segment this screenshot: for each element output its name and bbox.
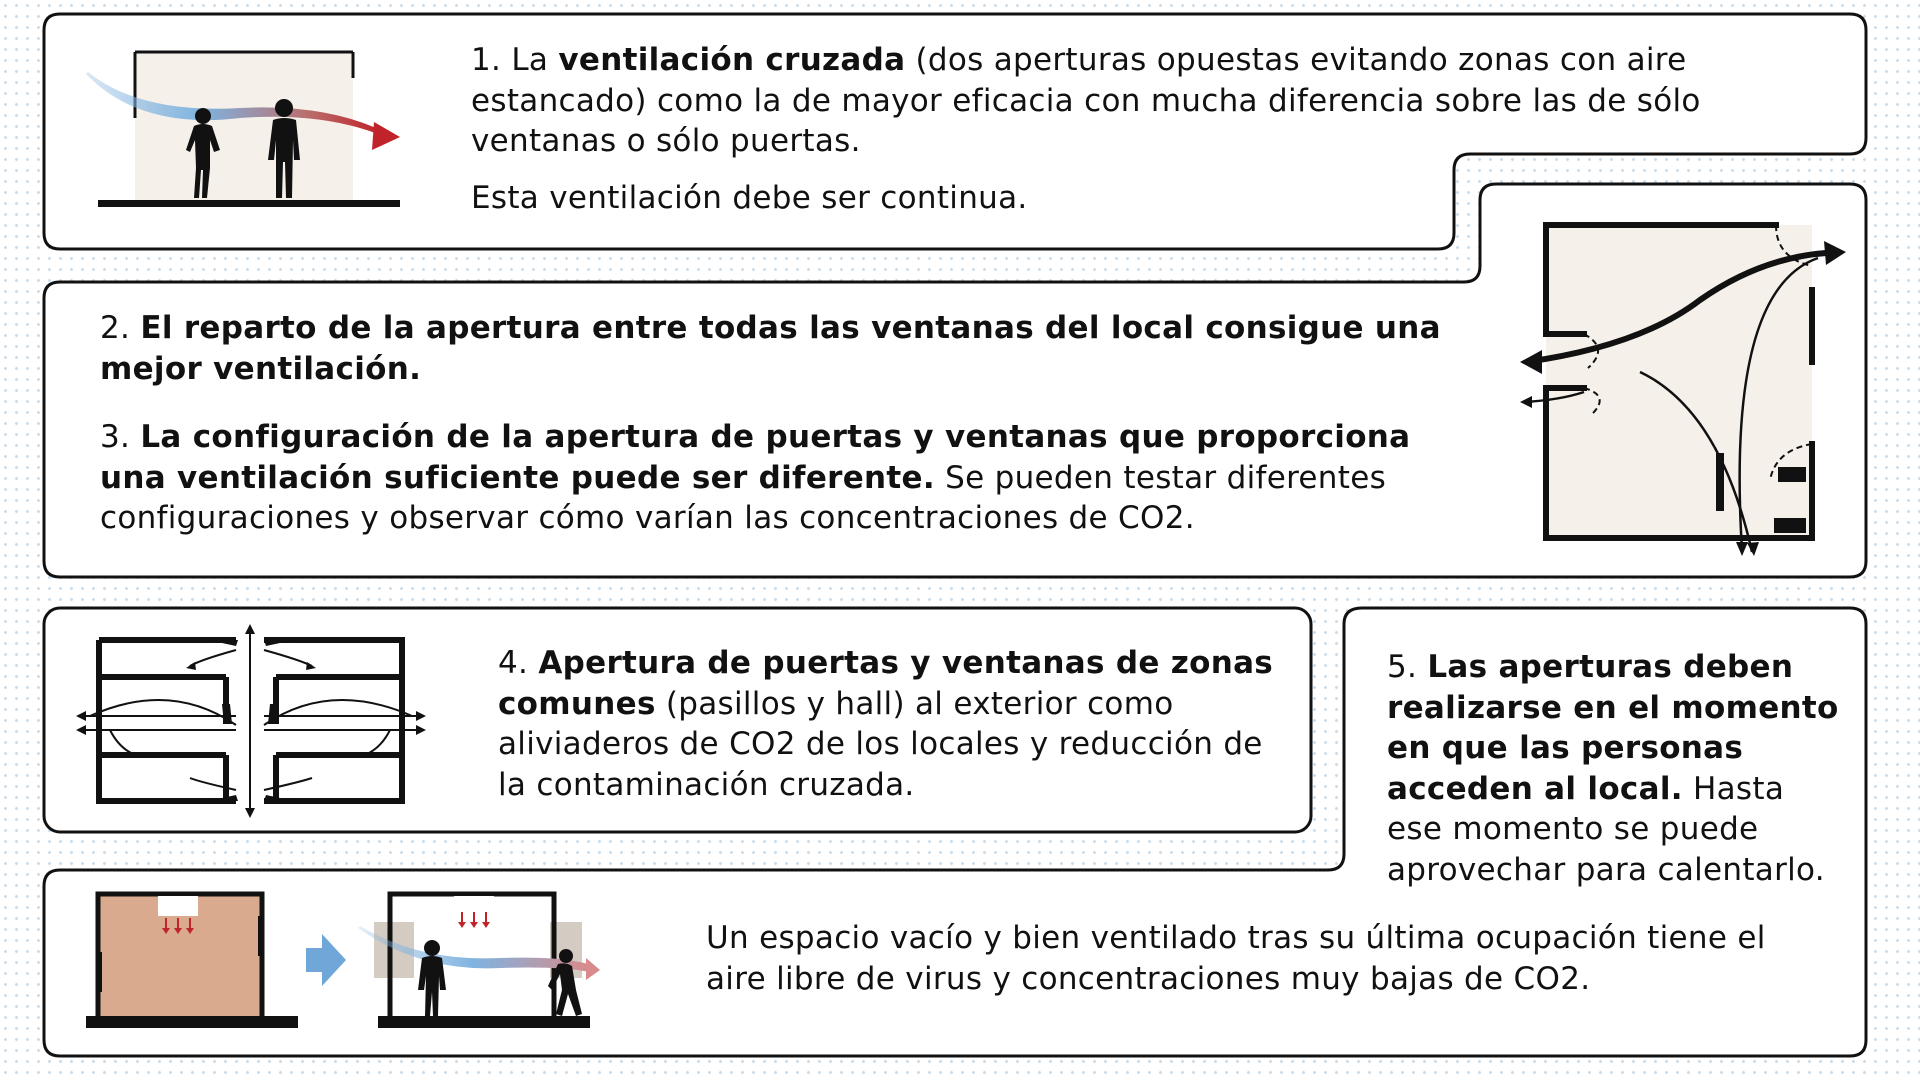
panel-4-text xyxy=(498,643,1282,805)
panel-5-rest: Hasta ese momento se puede aprovechar para calentarlo. xyxy=(1387,770,1825,888)
panel-3-number: 3. xyxy=(100,419,131,455)
panel-2-bold: El reparto de la apertura entre todas las ventanas del local consigue una mejor ventilación. xyxy=(100,310,1441,387)
panel-4-rest: (pasillos y hall) al exterior como aliviaderos de CO2 de los locales y reducción de la contaminación cruzada. xyxy=(498,685,1263,803)
panel-1-bold: ventilación cruzada xyxy=(558,42,906,78)
panel-1-rest: (dos aperturas opuestas evitando zonas con aire estancado) como la de mayor eficacia con mucha diferencia sobre las de sólo ventanas o sólo puertas. xyxy=(471,42,1701,159)
panel-1-text xyxy=(471,40,1816,218)
panel-1-pre: La xyxy=(511,42,549,78)
panel-4-bold: Apertura de puertas y ventanas de zonas comunes xyxy=(498,645,1274,722)
panel-5-bold: Las aperturas deben realizarse en el momento en que las personas acceden al local. xyxy=(1387,649,1839,807)
panel-6-paragraph: Un espacio vacío y bien ventilado tras su última ocupación tiene el aire libre de virus y concentraciones muy bajas de CO2. xyxy=(706,920,1766,997)
panel-5-text xyxy=(1387,647,1847,890)
panel-1-line2: Esta ventilación debe ser continua. xyxy=(471,179,1028,216)
panel-5-number: 5. xyxy=(1387,649,1418,685)
panel-4-number: 4. xyxy=(498,645,529,681)
panel-3-rest: Se pueden testar diferentes configuraciones y observar cómo varían las concentraciones de CO2. xyxy=(100,459,1387,536)
panel-2-number: 2. xyxy=(100,310,131,346)
panel-3-bold: La configuración de la apertura de puertas y ventanas que proporciona una ventilación suficiente puede ser diferente. xyxy=(100,419,1411,496)
panel-2-3-text xyxy=(100,308,1470,539)
panel-6-text xyxy=(706,918,1826,999)
transfer-arrow-icon xyxy=(306,934,346,986)
panel-1-number: 1. xyxy=(471,42,502,78)
